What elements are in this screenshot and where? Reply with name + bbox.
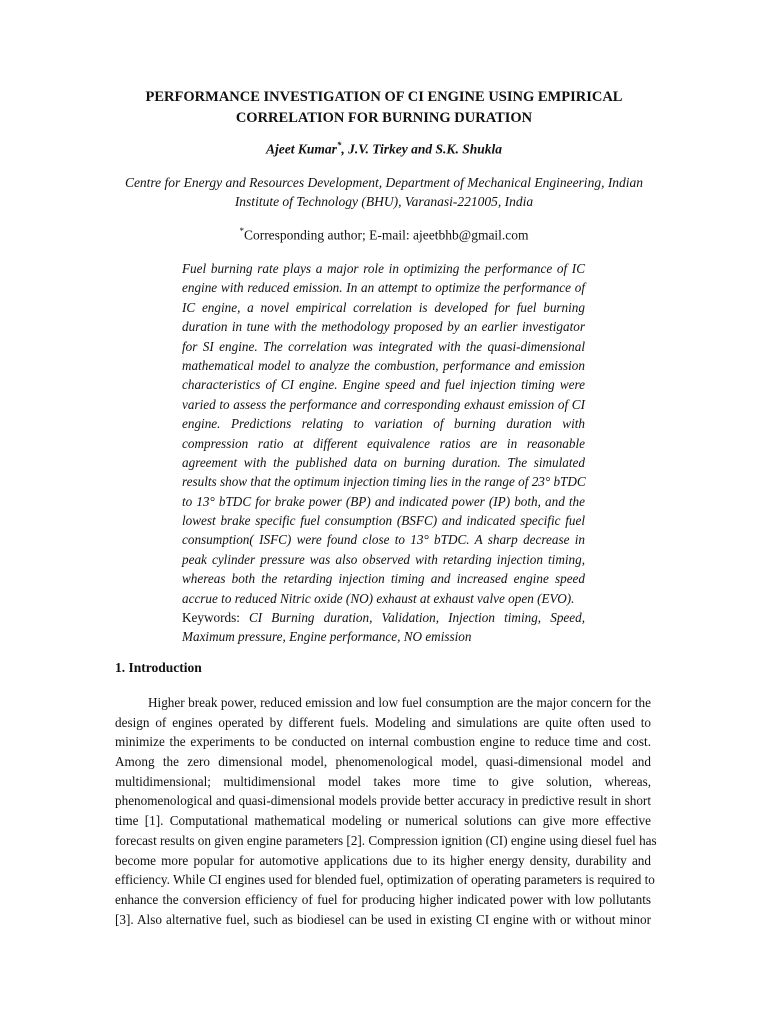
corresponding-mark: *	[239, 226, 244, 236]
abstract-line: varied to assess the performance and corresponding exhaust emission of CI	[182, 396, 585, 412]
author-rest: , J.V. Tirkey and S.K. Shukla	[341, 141, 502, 157]
title-line-1: PERFORMANCE INVESTIGATION OF CI ENGINE USING EMPIRICAL	[145, 89, 623, 105]
author-list	[110, 140, 658, 158]
abstract-line: agreement with the published data on burning duration. The simulated	[182, 454, 585, 470]
body-line: multidimensional; multidimensional model takes more time to give solution, whereas,	[115, 773, 651, 789]
abstract-line: accrue to reduced Nitric oxide (NO) exhaust at exhaust valve open (EVO).	[182, 590, 575, 606]
corresponding-text: Corresponding author; E-mail: ajeetbhb@gmail.com	[243, 227, 529, 243]
abstract-line: engine. Predictions relating to variation of burning duration with	[182, 416, 585, 432]
keywords-line-1	[182, 608, 585, 627]
body-line: time [1]. Computational mathematical modeling or numerical solutions can give more effective	[115, 813, 651, 829]
abstract-line: lowest brake specific fuel consumption (BSFC) and indicated specific fuel	[182, 513, 585, 529]
abstract-line: mathematical model to analyze the combustion, performance and emission	[182, 357, 585, 373]
abstract-line: to 13° bTDC for brake power (BP) and indicated power (IP) both, and the	[182, 493, 585, 509]
paper-title	[110, 87, 658, 129]
body-line: Higher break power, reduced emission and low fuel consumption are the major concern for the	[148, 695, 651, 710]
keywords-label: Keywords:	[182, 610, 240, 626]
corresponding-mark: *	[336, 140, 342, 150]
abstract-line: characteristics of CI engine. Engine speed and fuel injection timing were	[182, 377, 585, 393]
body-line: forecast results on given engine parameters [2]. Compression ignition (CI) engine using diesel fuel has	[115, 832, 657, 848]
body-line: minimize the experiments to be conducted on internal combustion engine to reduce time and cost.	[115, 734, 651, 750]
abstract-line: duration in tune with the methodology proposed by an earlier investigator	[182, 319, 585, 335]
abstract	[182, 259, 585, 647]
body-line: design of engines operated by different fuels. Modeling and simulations are quite often used to	[115, 714, 651, 730]
abstract-line: whereas both the retarding injection timing and increased engine speed	[182, 571, 585, 587]
abstract-line: peak cylinder pressure was also observed with retarding injection timing,	[182, 551, 585, 567]
author-first: Ajeet Kumar	[266, 141, 337, 157]
body-line: phenomenological and quasi-dimensional models provide better accuracy in predictive result in short	[115, 793, 651, 809]
keywords-line-2: Maximum pressure, Engine performance, NO emission	[182, 629, 472, 645]
affiliation-line-2: Institute of Technology (BHU), Varanasi-221005, India	[234, 194, 534, 209]
body-line: Among the zero dimensional model, phenomenological model, quasi-dimensional model and	[115, 754, 651, 770]
abstract-line: consumption( ISFC) were found close to 13° bTDC. A sharp decrease in	[182, 532, 585, 548]
body-line: efficiency. While CI engines used for blended fuel, optimization of operating parameters is required to	[115, 872, 655, 888]
body-line: enhance the conversion efficiency of fuel for producing higher indicated power with low pollutants	[115, 891, 651, 907]
abstract-line: results show that the optimum injection timing lies in the range of 23° bTDC	[182, 474, 586, 490]
affiliation	[100, 173, 668, 211]
section-body	[115, 693, 657, 929]
body-line: [3]. Also alternative fuel, such as biodiesel can be used in existing CI engine with or without minor	[115, 911, 651, 927]
abstract-line: engine with reduced emission. In an attempt to optimize the performance of	[182, 280, 585, 296]
body-line: become more popular for automotive applications due to its higher energy density, durability and	[115, 852, 651, 868]
section-heading: 1. Introduction	[115, 660, 202, 675]
affiliation-line-1: Centre for Energy and Resources Development, Department of Mechanical Engineering, Indian	[124, 175, 644, 190]
abstract-line: Fuel burning rate plays a major role in optimizing the performance of IC	[182, 261, 585, 276]
abstract-line: IC engine, a novel empirical correlation is developed for fuel burning	[182, 299, 585, 315]
title-line-2: CORRELATION FOR BURNING DURATION	[235, 110, 533, 126]
abstract-line: for SI engine. The correlation was integrated with the quasi-dimensional	[182, 338, 585, 354]
keywords-text: CI Burning duration, Validation, Injection timing, Speed,	[249, 610, 586, 626]
corresponding-author	[110, 226, 658, 244]
abstract-line: compression ratio at different equivalence ratios are in reasonable	[182, 435, 585, 451]
